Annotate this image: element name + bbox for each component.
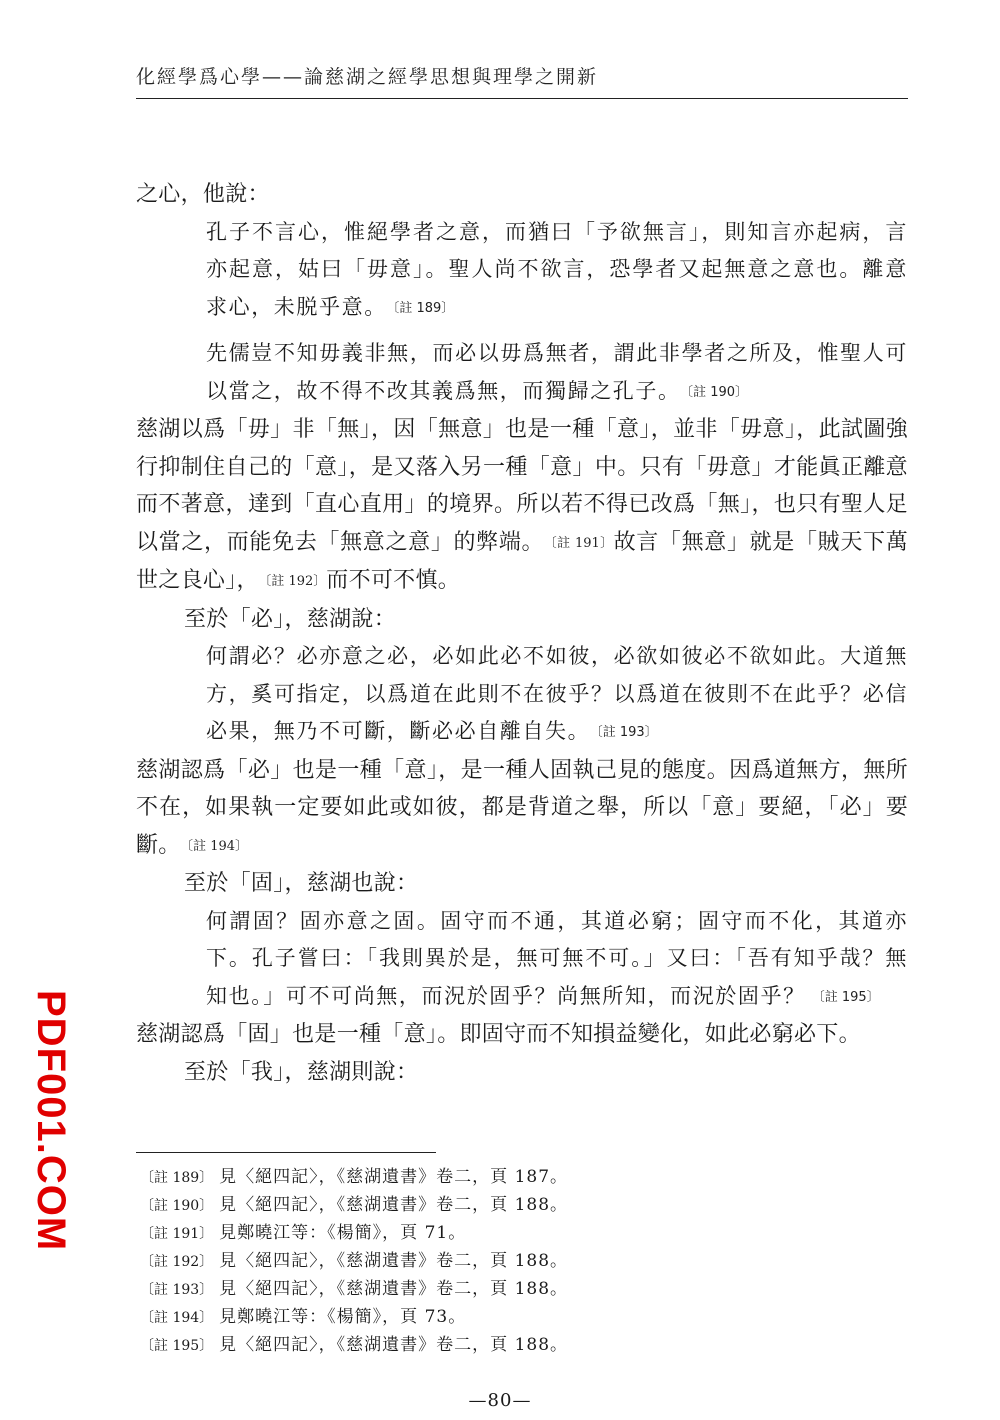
footnote-text: 見〈絕四記〉，《慈湖遺書》卷二，頁 188。	[219, 1195, 569, 1215]
footnote-ref-192: 〔註 192〕	[264, 574, 327, 589]
paragraph-text: 故言「無意」就是「賊天下萬世之良心」，	[136, 529, 909, 593]
paragraph-gu-intro: 至於「固」，慈湖也說：	[184, 871, 419, 896]
quote-text: 何謂固？固亦意之固。固守而不通，其道必窮；固守而不化，其道亦下。孔子嘗曰：「我則異於是，無可無不可。」又曰：「吾有知乎哉？無知也。」可不可尚無，而況於固乎？尚無所知，而況於固乎？	[206, 908, 908, 1008]
paragraph-bi-intro: 至於「必」，慈湖說：	[184, 606, 397, 632]
footnote-text: 見鄭曉江等：《楊簡》，頁 73。	[219, 1307, 467, 1327]
main-text	[136, 176, 908, 1091]
footnote-191	[140, 1220, 840, 1248]
footnote-text: 見鄭曉江等：《楊簡》，頁 71。	[219, 1223, 467, 1243]
footnote-label: 〔註 194〕	[140, 1310, 214, 1326]
footnote-text: 見〈絕四記〉，《慈湖遺書》卷二，頁 188。	[219, 1279, 569, 1299]
paragraph-text: 慈湖認爲「必」也是一種「意」，是一種人固執己見的態度。因爲道無方，無所不在，如果執一定要如此或如彼，都是背道之舉，所以「意」要絕，「必」要斷。	[136, 757, 908, 858]
footnote-190	[140, 1192, 840, 1220]
footnote-text: 見〈絕四記〉，《慈湖遺書》卷二，頁 187。	[219, 1167, 569, 1187]
paragraph-commentary-1	[136, 411, 908, 601]
footnote-text: 見〈絕四記〉，《慈湖遺書》卷二，頁 188。	[219, 1251, 569, 1271]
block-quote-4	[136, 903, 908, 1017]
footnote-195	[140, 1332, 840, 1360]
block-quote-2	[136, 335, 908, 411]
footnote-label: 〔註 192〕	[140, 1254, 214, 1270]
watermark-text: PDF001.COM	[29, 990, 73, 1252]
block-quote-3	[136, 638, 908, 752]
footnote-text: 見〈絕四記〉，《慈湖遺書》卷二，頁 188。	[219, 1335, 569, 1355]
footnote-ref-194: 〔註 194〕	[186, 838, 249, 854]
footnote-ref-191: 〔註 191〕	[550, 535, 614, 551]
paragraph-text: 而不可不慎。	[326, 568, 461, 593]
footnote-label: 〔註 193〕	[140, 1282, 214, 1298]
footnote-label: 〔註 189〕	[140, 1170, 214, 1186]
paragraph-intro: 之心，他說：	[136, 182, 270, 207]
footnote-label: 〔註 195〕	[140, 1338, 214, 1354]
quote-text: 何謂必？必亦意之必，必如此必不如彼，必欲如彼必不欲如此。大道無方，奚可指定，以爲道在此則不在彼乎？以爲道在彼則不在此乎？必信必果，無乃不可斷，斷必必自離自失。	[206, 644, 908, 743]
footnote-192	[140, 1248, 840, 1276]
quote-text: 先儒豈不知毋義非無，而必以毋爲無者，謂此非學者之所及，惟聖人可以當之，故不得不改其義爲無，而獨歸之孔子。	[206, 341, 908, 403]
footnote-rule	[136, 1152, 436, 1153]
paragraph-commentary-2	[136, 752, 908, 866]
footnote-194	[140, 1304, 840, 1332]
paragraph-wo-intro: 至於「我」，慈湖則說：	[184, 1059, 419, 1085]
running-header: 化經學爲心學——論慈湖之經學思想與理學之開新	[136, 66, 599, 88]
footnote-189	[140, 1164, 840, 1192]
footnote-ref-195: 〔註 195〕	[811, 989, 880, 1005]
footnote-label: 〔註 190〕	[140, 1198, 214, 1214]
header-rule	[136, 98, 908, 99]
watermark-logo	[28, 990, 73, 1252]
page-number: —80—	[468, 1390, 532, 1411]
footnote-label: 〔註 191〕	[140, 1226, 214, 1242]
paragraph-text: 慈湖以爲「毋」非「無」，因「無意」也是一種「意」，並非「毋意」，此試圖強行抑制住自己的「意」，是又落入另一種「意」中。只有「毋意」才能眞正離意而不著意，達到「直心直用」的境界。所以若不得已改爲「無」，也只有聖人足以當之，而能免去「無意之意」的弊端。	[136, 417, 908, 555]
footnote-ref-189: 〔註 189〕	[392, 300, 455, 316]
footnote-ref-190: 〔註 190〕	[686, 384, 749, 400]
paragraph-commentary-3: 慈湖認爲「固」也是一種「意」。即固守而不知損益變化，如此必窮必下。	[136, 1022, 861, 1047]
quote-text: 孔子不言心，惟絕學者之意，而猶曰「予欲無言」，則知言亦起病，言亦起意，姑曰「毋意」。聖人尚不欲言，恐學者又起無意之意也。離意求心，未脱乎意。	[206, 219, 908, 319]
block-quote-1	[136, 214, 908, 328]
footnote-193	[140, 1276, 840, 1304]
footnote-ref-193: 〔註 193〕	[596, 725, 658, 740]
footnotes	[140, 1164, 840, 1360]
